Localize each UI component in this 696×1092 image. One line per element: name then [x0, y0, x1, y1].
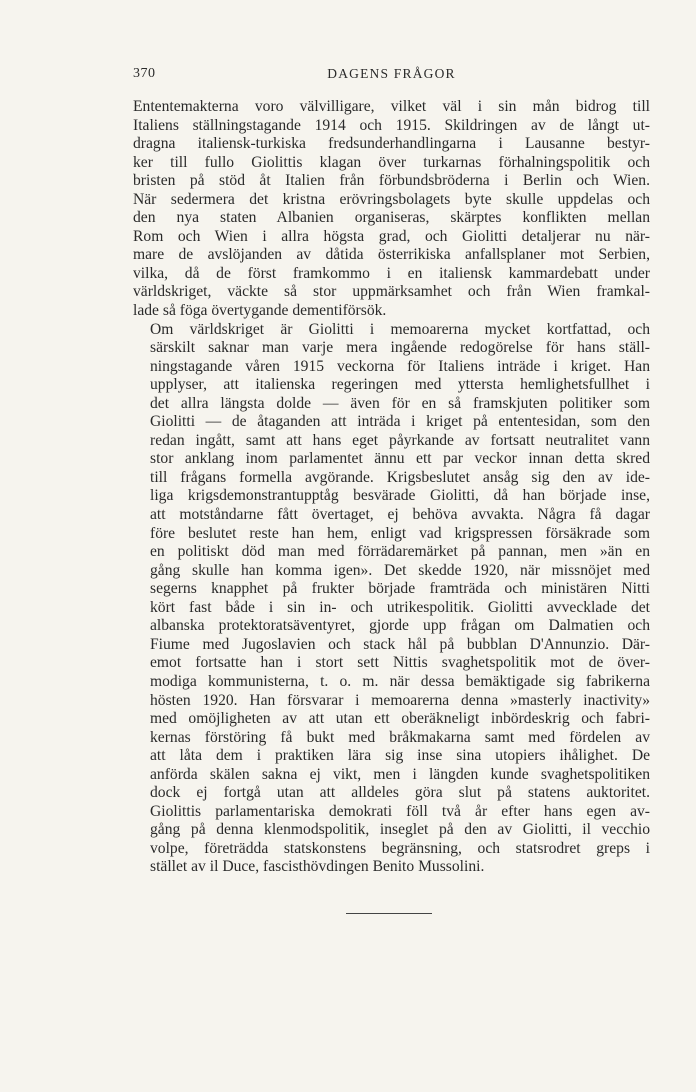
page-number: 370 — [133, 66, 156, 81]
text-line: ker till fullo Giolittis klagan över turkarnas förhalningspolitik och — [133, 153, 650, 171]
text-line: Om världskriget är Giolitti i memoarerna mycket kortfattad, och — [150, 320, 650, 338]
text-line: den nya staten Albanien organiseras, skärptes konflikten mellan — [133, 209, 650, 227]
running-head: DAGENS FRÅGOR — [327, 66, 456, 81]
text-line: kört fast både i sin in- och utrikespolitik. Giolitti avvecklade det — [150, 598, 650, 616]
text-line: mare de avslöjanden av dåtida österrikiska anfallsplaner mot Serbien, — [133, 246, 650, 264]
text-line: före beslutet reste han hem, enligt vad krigspressen försäkrade som — [150, 524, 650, 542]
text-line: albanska protektoratsäventyret, gjorde upp frågan om Dalmatien och — [150, 617, 650, 635]
text-line: anförda skälen sakna ej vikt, men i längden kunde svaghetspolitiken — [150, 765, 650, 783]
page-header — [133, 66, 650, 86]
text-line: lade så föga övertygande dementiförsök. — [133, 302, 387, 320]
text-line: Fiume med Jugoslavien och stack hål på bubblan D'Annunzio. Där- — [150, 635, 650, 653]
text-line: liga krigsdemonstrantupptåg besvärade Giolitti, då han började inse, — [150, 487, 650, 505]
text-line: Rom och Wien i allra högsta grad, och Giolitti detaljerar nu när- — [133, 227, 650, 245]
text-line: vilka, då de först framkommo i en italiensk kammardebatt under — [133, 264, 650, 282]
text-line: bristen på stöd åt Italien från förbundsbröderna i Berlin och Wien. — [133, 172, 650, 190]
text-line: hösten 1920. Han försvarar i memoarerna denna »masterly inactivity» — [150, 691, 650, 709]
paragraph-2 — [133, 321, 650, 877]
text-line: Giolittis parlamentariska demokrati föll två år efter hans egen av- — [150, 802, 650, 820]
text-line: att låta dem i praktiken lära sig inse sina utopiers ihålighet. De — [150, 747, 650, 765]
text-line: gång skulle han komma igen». Det skedde 1920, när missnöjet med — [150, 561, 650, 579]
text-line: volpe, företrädda statskonstens begränsning, och statsrodret greps i — [150, 839, 650, 857]
text-line: till frågans formella avgörande. Krigsbeslutet ansåg sig den av ide- — [150, 468, 650, 486]
text-line: redan ingått, samt att hans eget påyrkande av fortsatt neutralitet vann — [150, 431, 650, 449]
text-line: särskilt saknar man varje mera ingående redogörelse för hans ställ- — [150, 339, 650, 357]
text-line: stor anklang inom parlamentet ännu ett par veckor innan detta skred — [150, 450, 650, 468]
text-line: När sedermera det kristna erövringsbolagets byte skulle uppdelas och — [133, 190, 650, 208]
paragraph-1 — [133, 98, 650, 321]
text-line: upplyser, att italienska regeringen med yttersta hemlighetsfullhet i — [150, 376, 650, 394]
text-line: en politiskt död man med förrädaremärket på pannan, men »än en — [150, 543, 650, 561]
text-line: att motståndarne fått övertaget, ej behöva avvakta. Några få dagar — [150, 506, 650, 524]
text-line: emot fortsatte han i stort sett Nittis svaghetspolitik mot de över- — [150, 654, 650, 672]
text-line: Giolitti — de åtaganden att inträda i kriget på ententesidan, som den — [150, 413, 650, 431]
text-line: modiga kommunisterna, t. o. m. när dessa bemäktigade sig fabrikerna — [150, 672, 650, 690]
text-line: Ententemakterna voro välvilligare, vilket väl i sin mån bidrog till — [133, 98, 650, 115]
text-line: dragna italiensk-turkiska fredsunderhandlingarna i Lausanne bestyr- — [133, 135, 650, 153]
text-line: gång på denna klenmodspolitik, inseglet på den av Giolitti, il vecchio — [150, 821, 650, 839]
body-text — [133, 98, 650, 877]
text-line: med omöjligheten av att utan ett oberäkneligt inbördeskrig och fabri- — [150, 710, 650, 728]
text-line: kernas förstöring få bukt med bråkmakarna samt med fördelen av — [150, 728, 650, 746]
text-line: världskriget, väckte så stor uppmärksamhet och från Wien framkal- — [133, 283, 650, 301]
text-line: ningstagande våren 1915 veckorna för Italiens inträde i kriget. Han — [150, 357, 650, 375]
section-divider-rule — [346, 913, 432, 914]
text-line: dock ej fortgå utan att alldeles göra slut på statens auktoritet. — [150, 784, 650, 802]
text-line: stället av il Duce, fascisthövdingen Benito Mussolini. — [150, 858, 485, 876]
text-line: Italiens ställningstagande 1914 och 1915. Skildringen av de långt ut- — [133, 116, 650, 134]
text-line: det allra längsta dolde — även för en så framskjuten politiker som — [150, 394, 650, 412]
text-line: segerns knapphet på frukter började framträda och ministären Nitti — [150, 580, 650, 598]
